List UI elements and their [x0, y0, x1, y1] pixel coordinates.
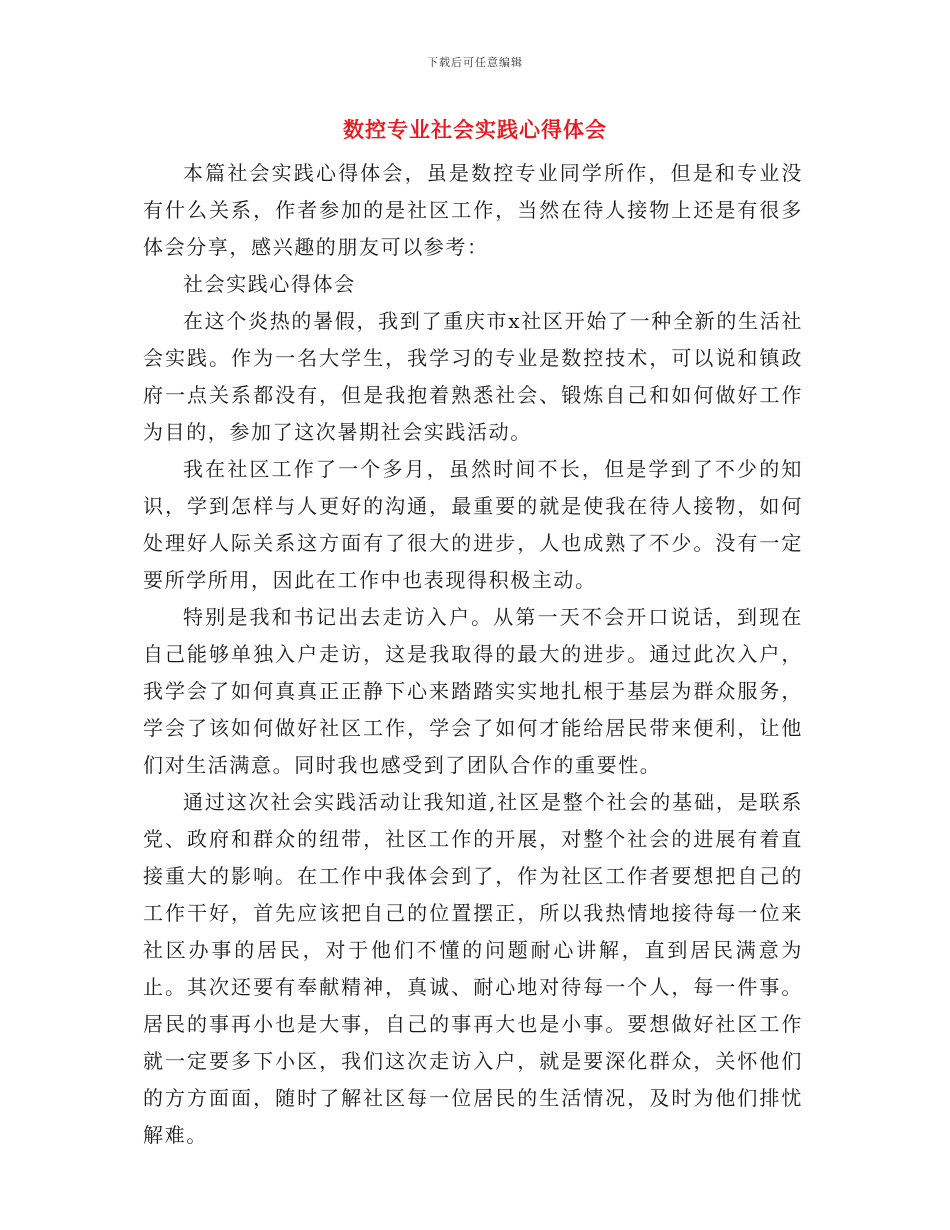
paragraph-reflection: 通过这次社会实践活动让我知道,社区是整个社会的基础，是联系党、政府和群众的纽带，社区工作的开展，对整个社会的进展有着直接重大的影响。在工作中我体会到了，作为社区工作者要想把自己的工作干好，首先应该把自己的位置摆正，所以我热情地接待每一位来社区办事的居民，对于他们不懂的问题耐心讲解，直到居民满意为止。其次还要有奉献精神，真诚、耐心地对待每一个人，每一件事。居民的事再小也是大事，自己的事再大也是小事。要想做好社区工作就一定要多下小区，我们这次走访入户，就是要深化群众，关怀他们的方方面面，随时了解社区每一位居民的生活情况，及时为他们排忧解难。 — [143, 790, 803, 1147]
document-body — [143, 155, 803, 1154]
paragraph-visits: 特别是我和书记出去走访入户。从第一天不会开口说话，到现在自己能够单独入户走访，这是我取得的最大的进步。通过此次入户，我学会了如何真真正正静下心来踏踏实实地扎根于基层为群众服务，学会了该如何做好社区工作，学会了如何才能给居民带来便利，让他们对生活满意。同时我也感受到了团队合作的重要性。 — [143, 605, 803, 777]
document-title: 数控专业社会实践心得体会 — [343, 117, 607, 142]
paragraph-learning: 我在社区工作了一个多月，虽然时间不长，但是学到了不少的知识，学到怎样与人更好的沟通，最重要的就是使我在待人接物，如何处理好人际关系这方面有了很大的进步，人也成熟了不少。没有一定要所学所用，因此在工作中也表现得积极主动。 — [143, 457, 803, 592]
paragraph-subheading: 社会实践心得体会 — [183, 272, 356, 296]
paragraph-summer: 在这个炎热的暑假，我到了重庆市x社区开始了一种全新的生活社会实践。作为一名大学生，我学习的专业是数控技术，可以说和镇政府一点关系都没有，但是我抱着熟悉社会、锻炼自己和如何做好工作为目的，参加了这次暑期社会实践活动。 — [143, 309, 803, 444]
header-note: 下载后可任意编辑 — [427, 56, 523, 69]
paragraph-intro: 本篇社会实践心得体会，虽是数控专业同学所作，但是和专业没有什么关系，作者参加的是社区工作，当然在待人接物上还是有很多体会分享，感兴趣的朋友可以参考： — [143, 161, 803, 259]
